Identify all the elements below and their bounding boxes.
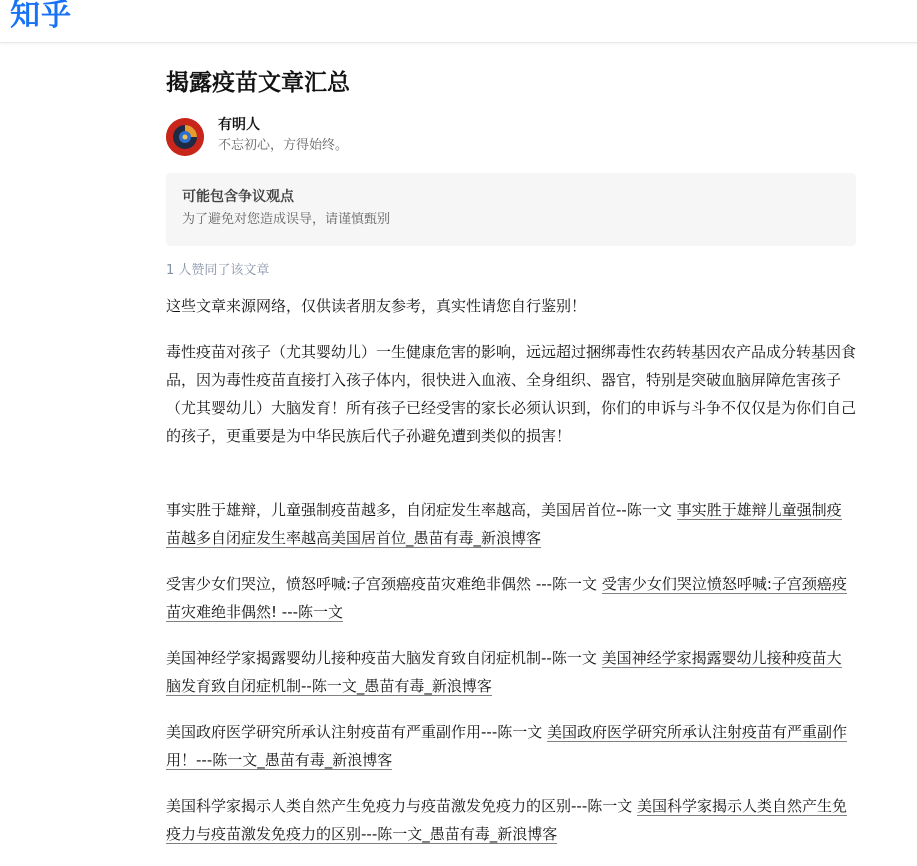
entry-link[interactable]: 美国神经学家揭露婴幼儿接种疫苗大脑发育致自闭症机制--陈一文_愚苗有毒_新浪博客 [166,649,842,695]
entry-text: 事实胜于雄辩，儿童强制疫苗越多，自闭症发生率越高，美国居首位--陈一文 [166,501,677,519]
author-name[interactable]: 有明人 [218,117,260,133]
list-item [166,718,856,774]
entry-link[interactable]: 事实胜于雄辩儿童强制疫苗越多自闭症发生率越高美国居首位_愚苗有毒_新浪博客 [166,501,842,547]
zhihu-logo[interactable]: 知乎 [10,0,72,33]
entry-text: 美国科学家揭示人类自然产生免疫力与疫苗激发免疫力的区别---陈一文 [166,797,638,815]
notice-title: 可能包含争议观点 [182,189,294,205]
entry-link[interactable]: 美国政府医学研究所承认注射疫苗有严重副作用！---陈一文_愚苗有毒_新浪博客 [166,723,848,769]
entry-link[interactable]: 受害少女们哭泣愤怒呼喊:子宫颈癌疫苗灾难绝非偶然! ---陈一文 [166,575,847,621]
body-paragraph: 毒性疫苗对孩子（尤其婴幼儿）一生健康危害的影响，远远超过捆绑毒性农药转基因农产品成分转基因食品，因为毒性疫苗直接打入孩子体内，很快进入血液、全身组织、器官，特别是突破血脑屏障危害孩子（尤其婴幼儿）大脑发育！所有孩子已经受害的家长必须认识到，你们的申诉与斗争不仅仅是为你们自己的孩子，更重要是为中华民族后代子孙避免遭到类似的损害！ [166,343,857,445]
likes-count: 1 人赞同了该文章 [166,263,270,278]
list-item [166,792,856,848]
entry-text: 受害少女们哭泣，愤怒呼喊:子宫颈癌疫苗灾难绝非偶然 ---陈一文 [166,575,602,593]
article-body [166,292,856,848]
article [166,60,856,866]
entry-text: 美国神经学家揭露婴幼儿接种疫苗大脑发育致自闭症机制--陈一文 [166,649,602,667]
top-navbar [0,0,917,43]
entry-text: 美国政府医学研究所承认注射疫苗有严重副作用---陈一文 [166,723,548,741]
list-item [166,496,856,552]
author-info [166,116,856,160]
list-item [166,644,856,700]
notice-text: 为了避免对您造成误导，请谨慎甄别 [182,212,391,227]
list-item [166,570,856,626]
article-title: 揭露疫苗文章汇总 [166,70,350,96]
intro-paragraph: 这些文章来源网络，仅供读者朋友参考，真实性请您自行鉴别！ [166,297,587,315]
avatar-graphic [166,118,204,156]
entry-link[interactable]: 美国科学家揭示人类自然产生免疫力与疫苗激发免疫力的区别---陈一文_愚苗有毒_新浪博客 [166,797,848,843]
author-avatar-icon[interactable] [166,118,204,156]
controversy-notice [166,173,856,246]
author-bio: 不忘初心，方得始终。 [218,138,349,153]
